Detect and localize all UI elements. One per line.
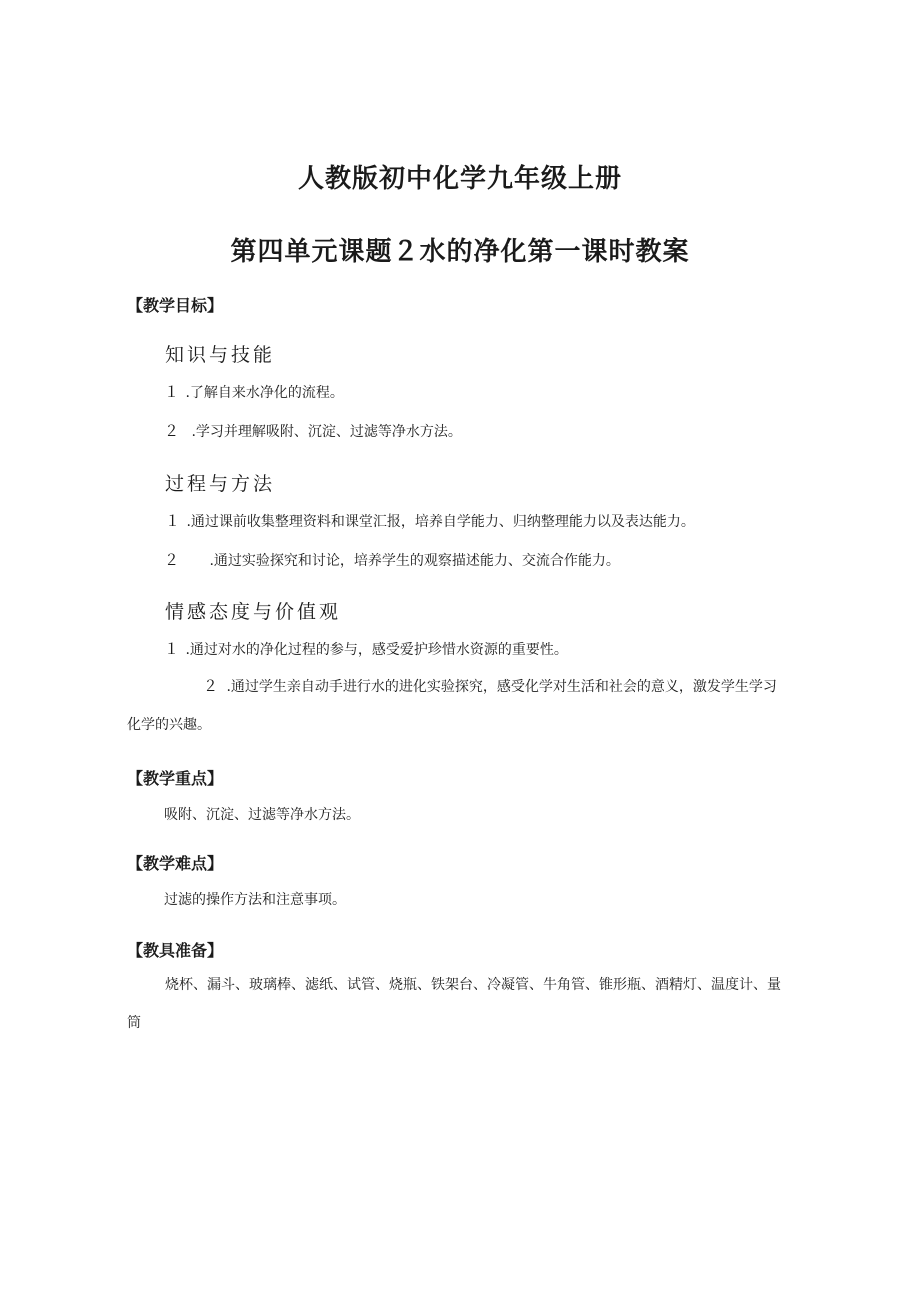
item-number: １ <box>164 640 180 658</box>
key-points-heading: 【教学重点】 <box>127 769 224 788</box>
item-number: ２ <box>203 677 219 695</box>
item-number: ２ <box>164 551 180 569</box>
attitude-item-1 <box>164 638 568 659</box>
difficulties-heading: 【教学难点】 <box>127 854 224 873</box>
item-text: .学习并理解吸附、沉淀、过滤等净水方法。 <box>191 424 462 440</box>
process-item-1 <box>165 510 695 531</box>
equipment-text: 烧杯、漏斗、玻璃棒、滤纸、试管、烧瓶、铁架台、冷凝管、牛角管、锥形瓶、酒精灯、温度计、量筒 <box>127 977 781 1031</box>
knowledge-subheading: 知识与技能 <box>165 344 276 366</box>
objectives-heading: 【教学目标】 <box>127 296 224 315</box>
item-text: .通过学生亲自动手进行水的进化实验探究，感受化学对生活和社会的意义，激发学生学习化学的兴趣。 <box>127 679 777 733</box>
equipment-heading: 【教具准备】 <box>127 941 224 960</box>
document-title: 人教版初中化学九年级上册 <box>297 164 622 194</box>
attitude-item-2 <box>127 667 787 744</box>
item-number: ２ <box>164 422 180 440</box>
item-text: .通过课前收集整理资料和课堂汇报，培养自学能力、归纳整理能力以及表达能力。 <box>186 514 695 530</box>
item-number: １ <box>164 383 180 401</box>
process-item-2 <box>164 549 620 570</box>
attitude-subheading: 情感态度与价值观 <box>165 601 342 623</box>
process-subheading: 过程与方法 <box>165 473 276 495</box>
item-text: .了解自来水净化的流程。 <box>185 385 344 401</box>
item-text: .通过实验探究和讨论，培养学生的观察描述能力、交流合作能力。 <box>209 553 620 569</box>
item-number: １ <box>165 512 181 530</box>
knowledge-item-2 <box>164 420 462 441</box>
key-points-text: 吸附、沉淀、过滤等净水方法。 <box>164 807 360 823</box>
item-text: .通过对水的净化过程的参与，感受爱护珍惜水资源的重要性。 <box>185 642 568 658</box>
knowledge-item-1 <box>164 381 344 402</box>
difficulties-text: 过滤的操作方法和注意事项。 <box>164 892 346 908</box>
document-subtitle: 第四单元课题２水的净化第一课时教案 <box>230 237 690 267</box>
